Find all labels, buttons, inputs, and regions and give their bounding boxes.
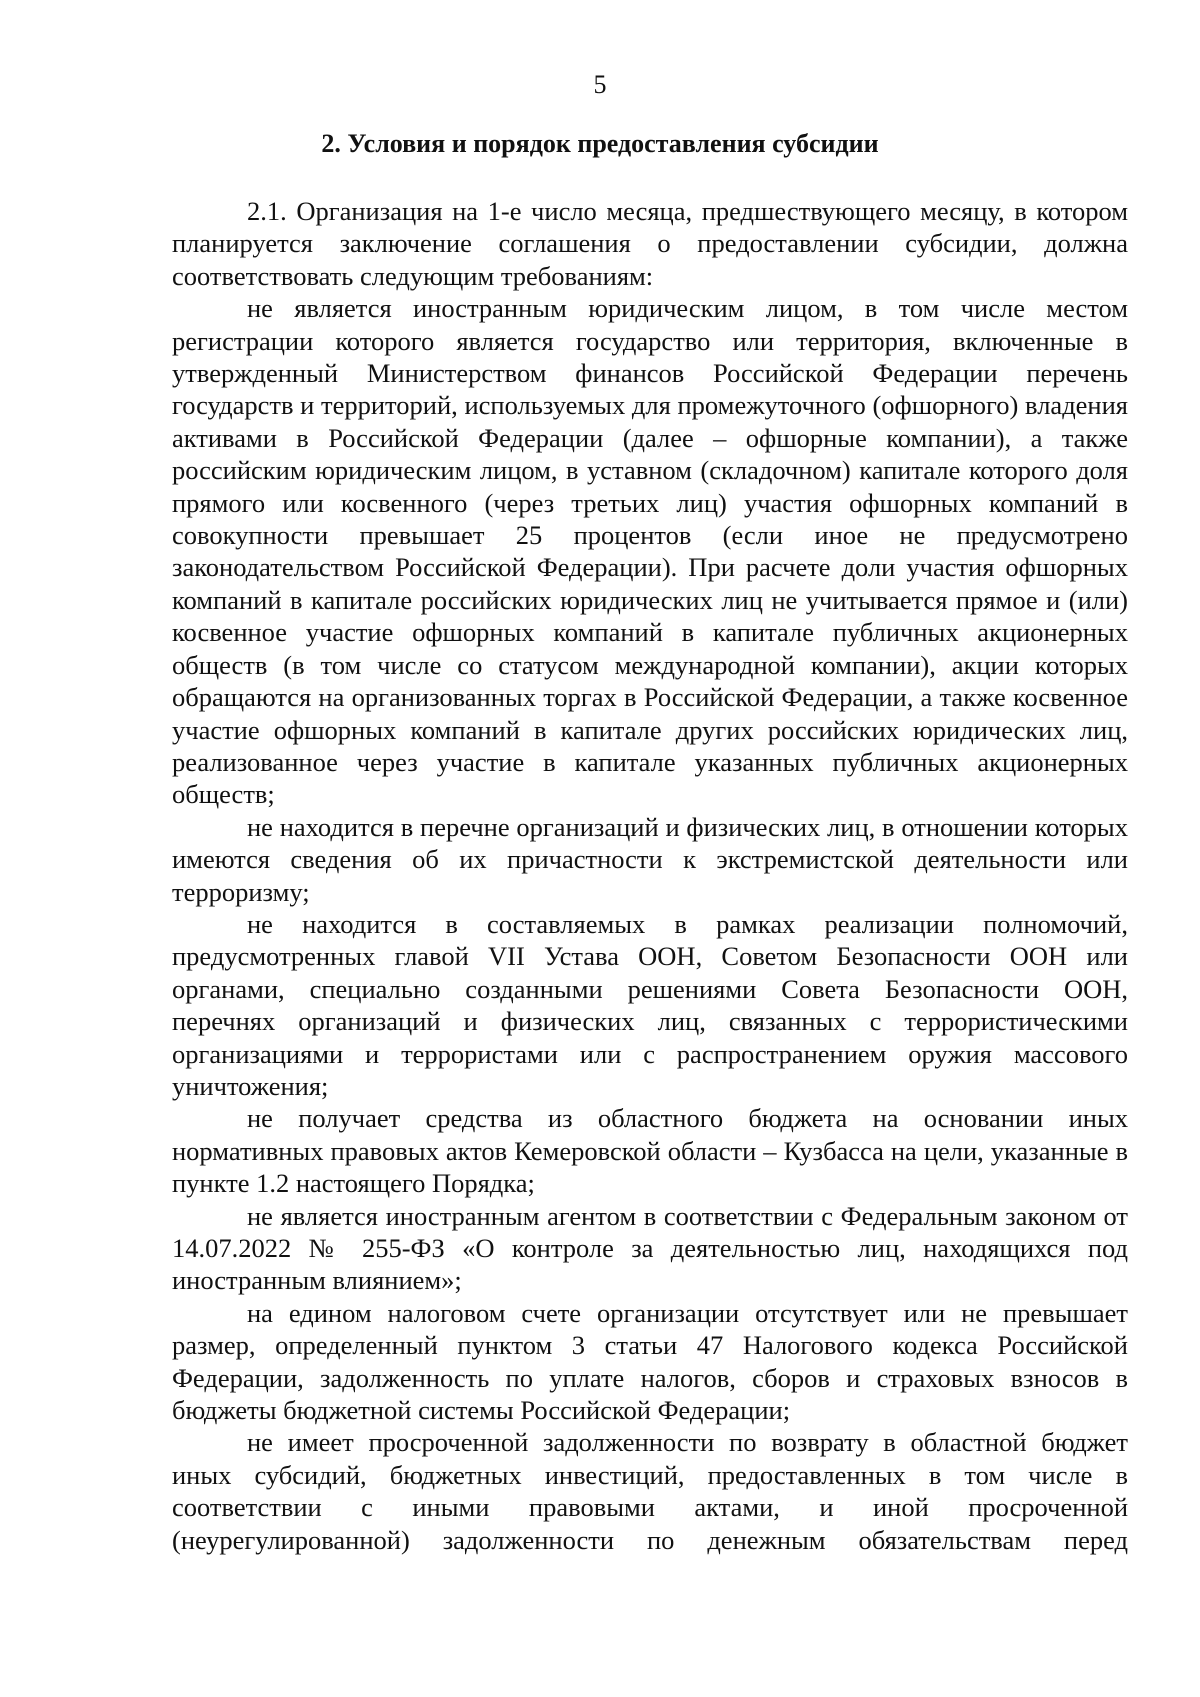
- paragraph-tax-debt: на едином налоговом счете организации отсутствует или не превышает размер, определенный пунктом 3 статьи 47 Налогового кодекса Российской Федерации, задолженность по уплате налогов, сборов и страховых взносов в бюджеты бюджетной системы Российской Федерации;: [172, 1297, 1128, 1426]
- body-text: [172, 195, 1128, 1556]
- paragraph-overdue-debt: не имеет просроченной задолженности по возврату в областной бюджет иных субсидий, бюджетных инвестиций, предоставленных в том числе в соответствии с иными правовыми актами, и иной просроченной (неурегулированной) задолженности по денежным обязательствам перед: [172, 1427, 1128, 1555]
- section-title: 2. Условия и порядок предоставления субсидии: [321, 129, 879, 158]
- paragraph-regional-budget: не получает средства из областного бюджета на основании иных нормативных правовых актов Кемеровской области – Кузбасса на цели, указанные в пункте 1.2 настоящего Порядка;: [172, 1103, 1128, 1199]
- paragraph-un-lists: не находится в составляемых в рамках реализации полномочий, предусмотренных главой VII Устава ООН, Советом Безопасности ООН или органами, специально созданными решениями Совета Безопасности ООН, перечнях организаций и физических лиц, связанных с террористическими организациями и террористами или с распространением оружия массового уничтожения;: [172, 908, 1128, 1101]
- paragraph-2-1: 2.1. Организация на 1-е число месяца, предшествующего месяцу, в котором планируется заключение соглашения о предоставлении субсидии, должна соответствовать следующим требованиям:: [172, 196, 1128, 291]
- paragraph-extremism: не находится в перечне организаций и физических лиц, в отношении которых имеются сведения об их причастности к экстремистской деятельности или терроризму;: [172, 811, 1128, 907]
- paragraph-offshore: не является иностранным юридическим лицом, в том числе местом регистрации которого является государство или территория, включенные в утвержденный Министерством финансов Российской Федерации перечень государств и территорий, используемых для промежуточного (офшорного) владения активами в Российской Федерации (далее – офшорные компании), а также российским юридическим лицом, в уставном (складочном) капитале которого доля прямого или косвенного (через третьих лиц) участия офшорных компаний в совокупности превышает 25 процентов (если иное не предусмотрено законодательством Российской Федерации). При расчете доли участия офшорных компаний в капитале российских юридических лиц не учитывается прямое и (или) косвенное участие офшорных компаний в капитале публичных акционерных обществ (в том числе со статусом международной компании), акции которых обращаются на организованных торгах в Российской Федерации, а также косвенное участие офшорных компаний в капитале других российских юридических лиц, реализованное через участие в капитале указанных публичных акционерных обществ;: [172, 293, 1128, 810]
- paragraph-foreign-agent: не является иностранным агентом в соответствии с Федеральным законом от 14.07.2022 № 255-ФЗ «О контроле за деятельностью лиц, находящихся под иностранным влиянием»;: [172, 1200, 1128, 1296]
- page-number: 5: [593, 70, 607, 99]
